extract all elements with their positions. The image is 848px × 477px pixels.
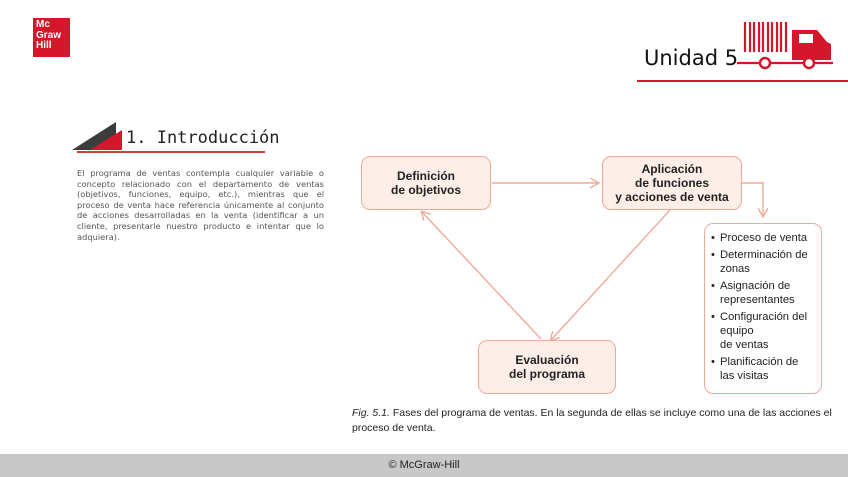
node-evaluacion-programa: Evaluación del programa	[478, 340, 616, 394]
list-item-determinacion-zonas: • Determinación de zonas	[711, 248, 817, 276]
list-item-configuracion-equipo: • Configuración del equipo de ventas	[711, 310, 817, 352]
figure-caption-label: Fig. 5.1.	[352, 407, 390, 419]
arrow-aplicacion-to-list	[742, 183, 763, 216]
unit-title: Unidad 5	[644, 46, 739, 70]
actions-list-box	[704, 223, 822, 394]
node-definicion-objetivos: Definición de objetivos	[361, 156, 491, 210]
list-item-asignacion-representantes: • Asignación de representantes	[711, 279, 817, 307]
section-title: 1. Introducción	[126, 128, 280, 148]
intro-paragraph: El programa de ventas contempla cualquier variable o concepto relacionado con el departamento de ventas (objetivos, funciones, equipo, etc.), mientras que el proceso de venta hace referencia únicamente al conjunto de acciones desarrolladas en la venta (identificar a un cliente, presentarle nuestro producto e intentar que lo adquiera).	[77, 168, 324, 242]
list-item-proceso-venta: • Proceso de venta	[711, 231, 817, 245]
footer-copyright: © McGraw-Hill	[388, 459, 460, 471]
node-aplicacion-funciones: Aplicación de funciones y acciones de venta	[602, 156, 742, 210]
footer-bar	[0, 454, 848, 477]
list-item-planificacion-visitas: • Planificación de las visitas	[711, 355, 817, 383]
arrow-aplicacion-to-evaluacion	[551, 210, 670, 340]
arrow-evaluacion-to-definicion	[422, 212, 541, 339]
figure-caption	[352, 406, 832, 436]
logo-line-2: Graw	[36, 29, 62, 41]
logo-line-1: Mc	[36, 19, 50, 30]
figure-caption-text: Fases del programa de ventas. En la segunda de ellas se incluye como una de las acciones el proceso de venta.	[352, 407, 832, 434]
logo-line-3: Hill	[36, 40, 52, 51]
